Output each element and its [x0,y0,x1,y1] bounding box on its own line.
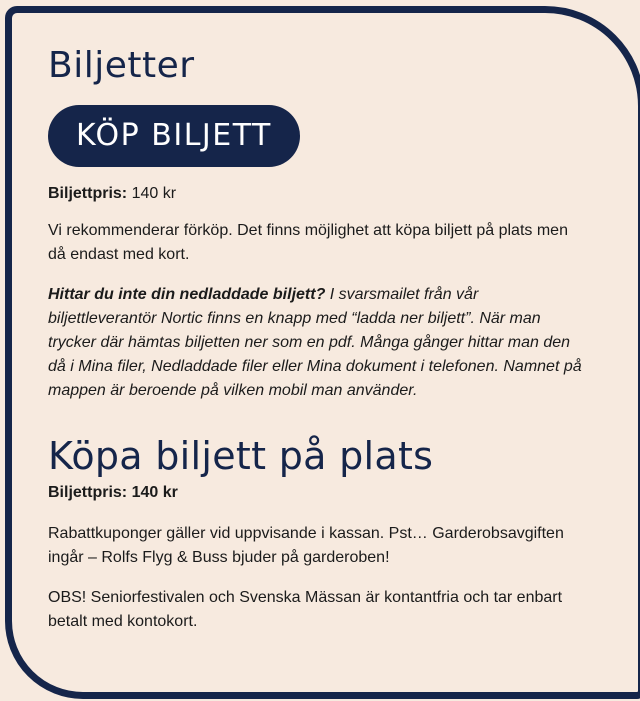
ticket-info-content [48,44,588,634]
cashless-notice: OBS! Seniorfestivalen och Svenska Mässan är kontantfria och tar enbart betalt med kontokort. [48,589,563,630]
presale-recommendation: Vi rekommenderar förköp. Det finns möjlighet att köpa biljett på plats men då endast med kort. [48,222,568,263]
onsite-ticket-price: Biljettpris: 140 kr [48,484,178,501]
ticket-price [48,182,588,206]
ticket-price-value: 140 kr [127,185,177,202]
download-help-text [48,283,588,403]
discount-info: Rabattkuponger gäller vid uppvisande i kassan. Pst… Garderobsavgiften ingår – Rolfs Flyg & Buss bjuder på garderoben! [48,525,564,566]
download-help-body: I svarsmailet från vår biljettleverantör Nortic finns en knapp med “ladda ner biljett”. När man trycker där hämtas biljetten ner som en pdf. Många gånger hittar man den då i Mina filer, Nedladdade filer eller Mina dokument i telefonen. Namnet på mappen är beroende på vilken mobil man använder. [48,286,582,399]
section-title-biljetter: Biljetter [48,45,195,86]
buy-ticket-button[interactable]: KÖP BILJETT [48,105,300,167]
download-help-question: Hittar du inte din nedladdade biljett? [48,286,326,303]
ticket-price-label: Biljettpris: [48,185,128,202]
section-title-buy-on-site: Köpa biljett på plats [48,434,434,478]
